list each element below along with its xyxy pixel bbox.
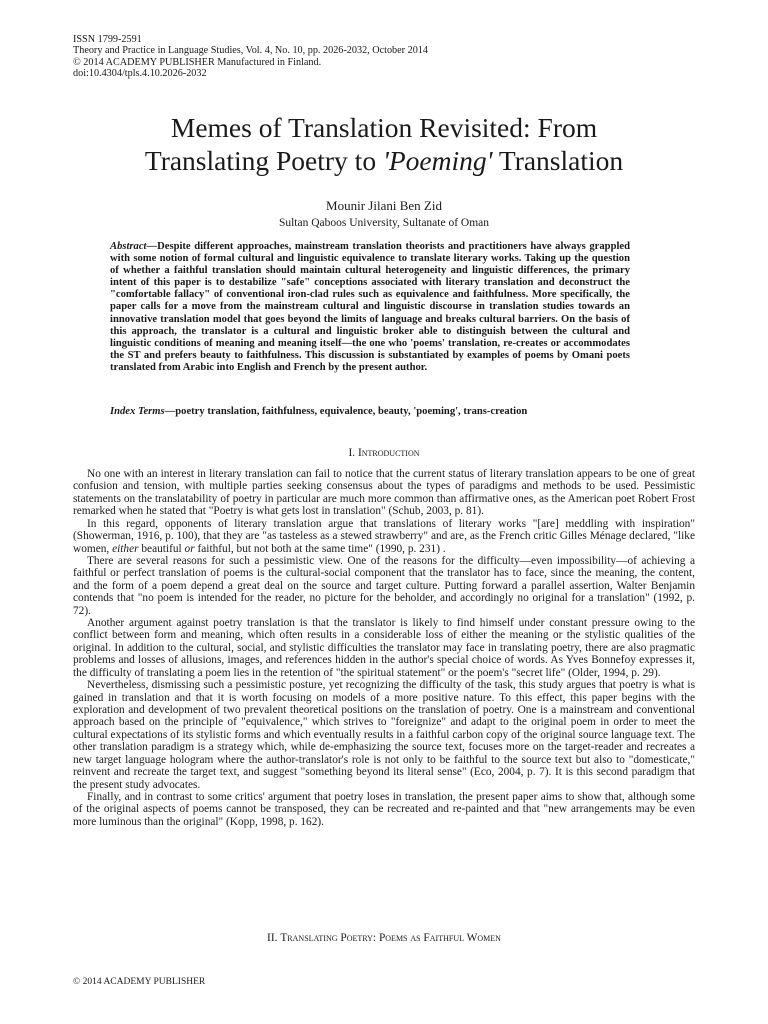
- index-terms-text: —poetry translation, faithfulness, equivalence, beauty, 'poeming', trans-creation: [164, 406, 528, 417]
- section-1-title: Introduction: [357, 447, 420, 459]
- title-line-2: [40, 144, 728, 177]
- index-terms-label: Index Terms: [110, 406, 165, 417]
- journal-citation-line: Theory and Practice in Language Studies, Vol. 4, No. 10, pp. 2026-2032, October 2014: [73, 45, 428, 57]
- journal-header: [73, 34, 428, 80]
- emphasis-or: or: [184, 542, 195, 555]
- paragraph-2-part-a: In this regard, opponents of literary translation argue that translations of literary works "[are] meddling with inspiration" (Showerman, 1916, p. 100), that they are "as tasteless as a stewed strawberry" and are, as the French critic Gilles Ménage declared, "like women,: [73, 517, 695, 555]
- paragraph-1: No one with an interest in literary translation can fail to notice that the current status of literary translation appears to be one of great confusion and tension, with multiple parties seeking consensus about the types of paradigms and methods to be used. Pessimistic statements on the translatability of poetry in particular are much more common than affirmative ones, as the American poet Robert Frost remarked when he stated that "Poetry is what gets lost in translation" (Schub, 2003, p. 81).: [73, 468, 695, 518]
- issn-line: ISSN 1799-2591: [73, 34, 142, 45]
- title-line-2-start: Translating Poetry to: [144, 145, 383, 176]
- section-1-numeral: I.: [348, 447, 358, 459]
- section-2-title: Translating Poetry: Poems as Faithful Women: [280, 932, 501, 944]
- index-terms: [110, 406, 650, 419]
- abstract: [110, 241, 630, 374]
- paragraph-6: Finally, and in contrast to some critics' argument that poetry loses in translation, the present paper aims to show that, although some of the original aspects of poems cannot be transposed, they can be recreated and re-painted and that "new arrangements may be even more luminous than the original" (Kopp, 1998, p. 162).: [73, 790, 695, 828]
- paragraph-5: Nevertheless, dismissing such a pessimistic posture, yet recognizing the difficulty of the task, this study argues that poetry is what is gained in translation and that it is worth focusing on models of a more positive nature. To this effect, this paper begins with the exploration and development of two prevalent theoretical positions on the translation of poetry. One is a mainstream and conventional approach based on the principle of "equivalence," which strives to "foreignize" and adapt to the original poem in order to meet the cultural expectations of its stylistic forms and which eventually results in a faithful carbon copy of the original source language text. The other translation paradigm is a strategy which, while de-emphasizing the source text, focuses more on the target-reader and recreates a new target language hologram where the author-translator's role is not only to be faithful to the source text but also to "domesticate," reinvent and recreate the target text, and suggest "something beyond its literal sense" (Eco, 2004, p. 7). It is this second paradigm that the present study advocates.: [73, 679, 695, 791]
- paragraph-4: Another argument against poetry translation is that the translator is likely to find himself under constant pressure owing to the conflict between form and meaning, which often results in a considerable loss of either the meaning or the stylistic qualities of the original. In addition to the cultural, social, and stylistic difficulties the translator may face in translating poetry, there are also pragmatic problems and losses of allusions, images, and references hidden in the author's special choice of words. As Yves Bonnefoy expresses it, the difficulty of translating a poem lies in the retention of "the spiritual statement" or the poem's "secret life" (Older, 1994, p. 29).: [73, 617, 695, 679]
- title-line-1: Memes of Translation Revisited: From: [170, 112, 598, 143]
- title-italic-term: 'Poeming': [382, 145, 493, 176]
- author-name: Mounir Jilani Ben Zid: [326, 198, 442, 213]
- section-2-numeral: II.: [267, 932, 281, 944]
- paragraph-2-part-c: faithful, but not both at the same time" (1990, p. 231) .: [194, 542, 446, 555]
- body-text: [73, 468, 695, 828]
- title-line-2-end: Translation: [492, 145, 624, 176]
- emphasis-either: either: [112, 542, 139, 555]
- section-heading-introduction: [0, 446, 768, 460]
- doi-line: doi:10.4304/tpls.4.10.2026-2032: [73, 68, 207, 80]
- abstract-label: Abstract: [110, 241, 147, 252]
- section-heading-translating-poetry: [0, 931, 768, 945]
- paragraph-3: There are several reasons for such a pessimistic view. One of the reasons for the difficulty—even impossibility—of achieving a faithful or perfect translation of poems is the cultural-social component that the translator has to face, since the meaning, the content, and the form of a poem depend a great deal on the source and target culture. Putting forward a parallel assertion, Walter Benjamin contends that "no poem is intended for the reader, no picture for the beholder, and accordingly no original for a translation" (1992, p. 72).: [73, 554, 695, 617]
- abstract-text: —Despite different approaches, mainstream translation theorists and practitioners have always grappled with some notion of formal cultural and linguistic equivalence to translate literary works. Taking up the question of whether a faithful translation should maintain cultural heterogeneity and linguistic differences, the primary intent of this paper is to destabilize "safe" conceptions associated with literary translation and deconstruct the "comfortable fallacy" of conventional iron-clad rules such as equivalence and faithfulness. More specifically, the paper calls for a move from the mainstream cultural and linguistic discourse in translation studies towards an innovative translation model that goes beyond the limits of language and breaks cultural barriers. On the basis of this approach, the translator is a cultural and linguistic broker able to distinguish between the cultural and linguistic conditions of meaning and meaning itself—the one who 'poems' translation, re-creates or accommodates the ST and prefers beauty to faithfulness. This discussion is substantiated by examples of poems by Omani poets translated from Arabic into English and French by the present author.: [110, 241, 630, 373]
- paragraph-2-part-b: beautiful: [138, 542, 185, 555]
- paragraph-2: [73, 518, 695, 555]
- page-footer: © 2014 ACADEMY PUBLISHER: [73, 977, 206, 987]
- article-title: [40, 111, 728, 177]
- copyright-line: © 2014 ACADEMY PUBLISHER Manufactured in Finland.: [73, 56, 322, 68]
- author-affiliation: Sultan Qaboos University, Sultanate of Oman: [278, 217, 490, 229]
